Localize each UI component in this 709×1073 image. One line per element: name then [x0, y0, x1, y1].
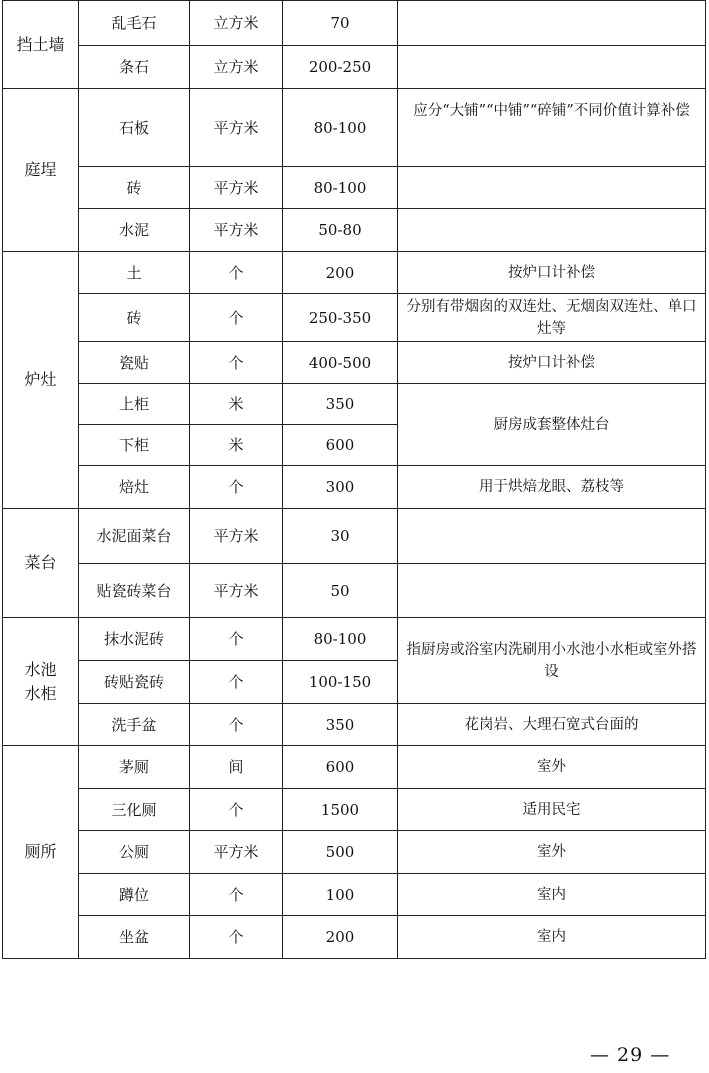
unit-cell: 立方米	[190, 46, 283, 89]
note-cell: 分别有带烟囱的双连灶、无烟囱双连灶、单口灶等	[398, 294, 706, 342]
unit-cell: 平方米	[190, 509, 283, 564]
note-cell: 应分“大铺”“中铺”“碎铺”不同价值计算补偿	[398, 89, 706, 167]
table-row	[3, 384, 706, 425]
unit-cell: 平方米	[190, 564, 283, 618]
note-cell: 室内	[398, 874, 706, 916]
price-cell: 30	[283, 509, 398, 564]
note-cell	[398, 1, 706, 46]
category-cell: 菜台	[3, 509, 79, 618]
note-cell: 指厨房或浴室内洗刷用小水池小水柜或室外搭设	[398, 618, 706, 704]
price-cell: 200	[283, 252, 398, 294]
note-cell	[398, 209, 706, 252]
price-cell: 600	[283, 425, 398, 466]
unit-cell: 平方米	[190, 209, 283, 252]
price-cell: 200	[283, 916, 398, 959]
price-cell: 80-100	[283, 89, 398, 167]
table-row	[3, 342, 706, 384]
unit-cell: 米	[190, 384, 283, 425]
unit-cell: 立方米	[190, 1, 283, 46]
item-cell: 乱毛石	[79, 1, 190, 46]
item-cell: 贴瓷砖菜台	[79, 564, 190, 618]
price-cell: 200-250	[283, 46, 398, 89]
unit-cell: 个	[190, 618, 283, 661]
unit-cell: 平方米	[190, 89, 283, 167]
note-cell: 按炉口计补偿	[398, 342, 706, 384]
unit-cell: 间	[190, 746, 283, 789]
unit-cell: 个	[190, 661, 283, 704]
table-row	[3, 294, 706, 342]
item-cell: 坐盆	[79, 916, 190, 959]
item-cell: 公厕	[79, 831, 190, 874]
compensation-table	[2, 0, 706, 959]
table-row	[3, 618, 706, 661]
category-label-line1: 水池	[24, 659, 57, 679]
item-cell: 蹲位	[79, 874, 190, 916]
price-cell: 70	[283, 1, 398, 46]
item-cell: 茅厕	[79, 746, 190, 789]
category-cell: 庭埕	[3, 89, 79, 252]
item-cell: 上柜	[79, 384, 190, 425]
note-cell	[398, 509, 706, 564]
item-cell: 土	[79, 252, 190, 294]
note-cell: 室外	[398, 831, 706, 874]
note-cell: 室外	[398, 746, 706, 789]
price-cell: 250-350	[283, 294, 398, 342]
category-cell: 厕所	[3, 746, 79, 959]
item-cell: 石板	[79, 89, 190, 167]
category-label-line2: 水柜	[24, 683, 57, 703]
price-cell: 350	[283, 384, 398, 425]
unit-cell: 个	[190, 704, 283, 746]
table-row	[3, 789, 706, 831]
item-cell: 下柜	[79, 425, 190, 466]
unit-cell: 个	[190, 789, 283, 831]
price-cell: 80-100	[283, 167, 398, 209]
price-cell: 80-100	[283, 618, 398, 661]
note-cell: 按炉口计补偿	[398, 252, 706, 294]
item-cell: 水泥面菜台	[79, 509, 190, 564]
table-row	[3, 746, 706, 789]
item-cell: 砖	[79, 167, 190, 209]
price-cell: 100	[283, 874, 398, 916]
category-cell	[3, 618, 79, 746]
price-cell: 400-500	[283, 342, 398, 384]
price-cell: 1500	[283, 789, 398, 831]
table-row	[3, 509, 706, 564]
item-cell: 条石	[79, 46, 190, 89]
table-row	[3, 167, 706, 209]
table-row	[3, 916, 706, 959]
table-row	[3, 874, 706, 916]
note-cell: 花岗岩、大理石宽式台面的	[398, 704, 706, 746]
item-cell: 砖	[79, 294, 190, 342]
item-cell: 三化厕	[79, 789, 190, 831]
unit-cell: 平方米	[190, 831, 283, 874]
unit-cell: 个	[190, 466, 283, 509]
item-cell: 焙灶	[79, 466, 190, 509]
category-cell: 挡土墙	[3, 1, 79, 89]
note-cell: 厨房成套整体灶台	[398, 384, 706, 466]
unit-cell: 个	[190, 916, 283, 959]
price-cell: 600	[283, 746, 398, 789]
table-row	[3, 564, 706, 618]
table-row	[3, 466, 706, 509]
note-cell: 适用民宅	[398, 789, 706, 831]
unit-cell: 个	[190, 874, 283, 916]
item-cell: 水泥	[79, 209, 190, 252]
price-cell: 350	[283, 704, 398, 746]
table-row	[3, 831, 706, 874]
item-cell: 抹水泥砖	[79, 618, 190, 661]
table-row	[3, 1, 706, 46]
table-row	[3, 89, 706, 167]
price-cell: 500	[283, 831, 398, 874]
price-cell: 50	[283, 564, 398, 618]
note-cell: 室内	[398, 916, 706, 959]
item-cell: 砖贴瓷砖	[79, 661, 190, 704]
table-row	[3, 46, 706, 89]
unit-cell: 个	[190, 342, 283, 384]
table-row	[3, 252, 706, 294]
price-cell: 50-80	[283, 209, 398, 252]
unit-cell: 平方米	[190, 167, 283, 209]
unit-cell: 个	[190, 294, 283, 342]
note-cell	[398, 167, 706, 209]
price-cell: 300	[283, 466, 398, 509]
item-cell: 洗手盆	[79, 704, 190, 746]
unit-cell: 米	[190, 425, 283, 466]
note-cell: 用于烘焙龙眼、荔枝等	[398, 466, 706, 509]
category-cell: 炉灶	[3, 252, 79, 509]
note-cell	[398, 564, 706, 618]
page-number: — 29 —	[590, 1044, 671, 1066]
table-row	[3, 209, 706, 252]
item-cell: 瓷贴	[79, 342, 190, 384]
unit-cell: 个	[190, 252, 283, 294]
table-row	[3, 704, 706, 746]
note-cell	[398, 46, 706, 89]
price-cell: 100-150	[283, 661, 398, 704]
